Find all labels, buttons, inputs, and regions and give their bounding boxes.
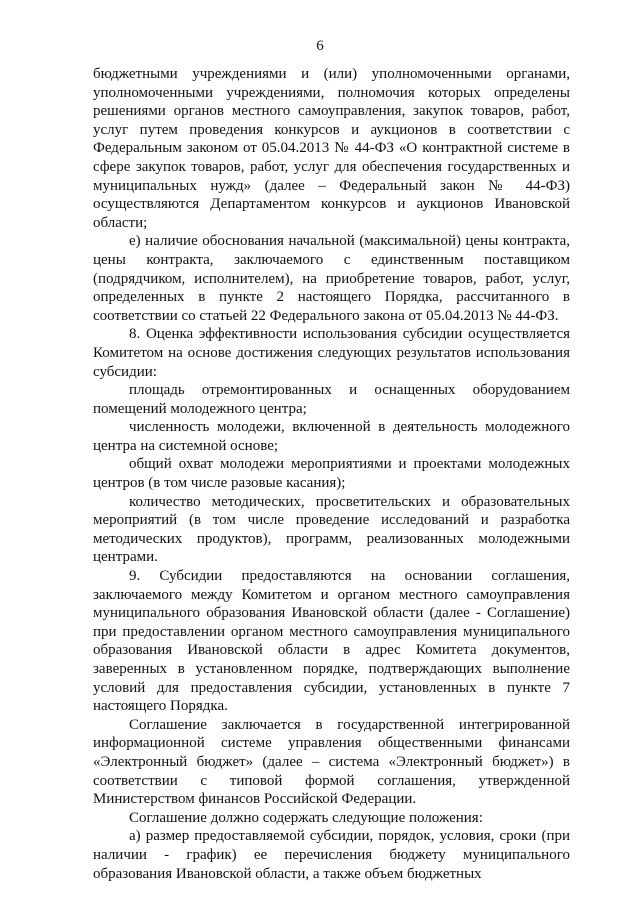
paragraph-result-area: площадь отремонтированных и оснащенных оборудованием помещений молодежного центра;: [93, 382, 570, 417]
paragraph-clause-8: 8. Оценка эффективности использования субсидии осуществляется Комитетом на основе достижения следующих результатов использования субсидии:: [93, 326, 570, 380]
paragraph-clause-9: 9. Субсидии предоставляются на основании соглашения, заключаемого между Комитетом и органом местного самоуправления муниципального образования Ивановской области (далее - Соглашение) при предоставлении органом местного самоуправления муниципального образования Ивановской области в адрес Комитета документов, заверенных в установленном порядке, подтверждающих выполнение условий для предоставления субсидии, установленных в пункте 7 настоящего Порядка.: [93, 568, 570, 715]
paragraph-item-e: е) наличие обоснования начальной (максимальной) цены контракта, цены контракта, заключаемого с единственным поставщиком (подрядчиком, исполнителем), на приобретение товаров, работ, услуг, определенных в пункте 2 настоящего Порядка, рассчитанного в соответствии со статьей 22 Федерального закона от 05.04.2013 № 44-ФЗ.: [93, 233, 570, 324]
paragraph-continuation: бюджетными учреждениями и (или) уполномоченными органами, уполномоченными учреждениями, полномочия которых определены решениями органов местного самоуправления, закупок товаров, работ, услуг путем проведения конкурсов и аукционов в соответствии с Федеральным законом от 05.04.2013 № 44-ФЗ «О контрактной системе в сфере закупок товаров, работ, услуг для обеспечения государственных и муниципальных нужд» (далее – Федеральный закон № 44-ФЗ) осуществляются Департаментом конкурсов и аукционов Ивановской области;: [93, 66, 570, 231]
document-body: [93, 65, 570, 883]
paragraph-result-events: количество методических, просветительских и образовательных мероприятий (в том числе проведение исследований и разработка методических продуктов), программ, реализованных молодежными центрами.: [93, 493, 570, 566]
paragraph-agreement-contents: Соглашение должно содержать следующие положения:: [129, 809, 483, 826]
paragraph-result-coverage: общий охват молодежи мероприятиями и проектами молодежных центров (в том числе разовые касания);: [93, 456, 570, 492]
paragraph-agreement-system: Соглашение заключается в государственной интегрированной информационной системе управления общественными финансами «Электронный бюджет» (далее – система «Электронный бюджет») в соответствии с типовой формой соглашения, утвержденной Министерством финансов Российской Федерации.: [93, 716, 570, 808]
paragraph-result-youth-count: численность молодежи, включенной в деятельность молодежного центра на системной основе;: [93, 419, 570, 454]
paragraph-item-a: а) размер предоставляемой субсидии, порядок, условия, сроки (при наличии - график) ее перечисления бюджету муниципального образования Ивановской области, а также объем бюджетных: [93, 828, 570, 882]
page-number: 6: [316, 38, 324, 54]
